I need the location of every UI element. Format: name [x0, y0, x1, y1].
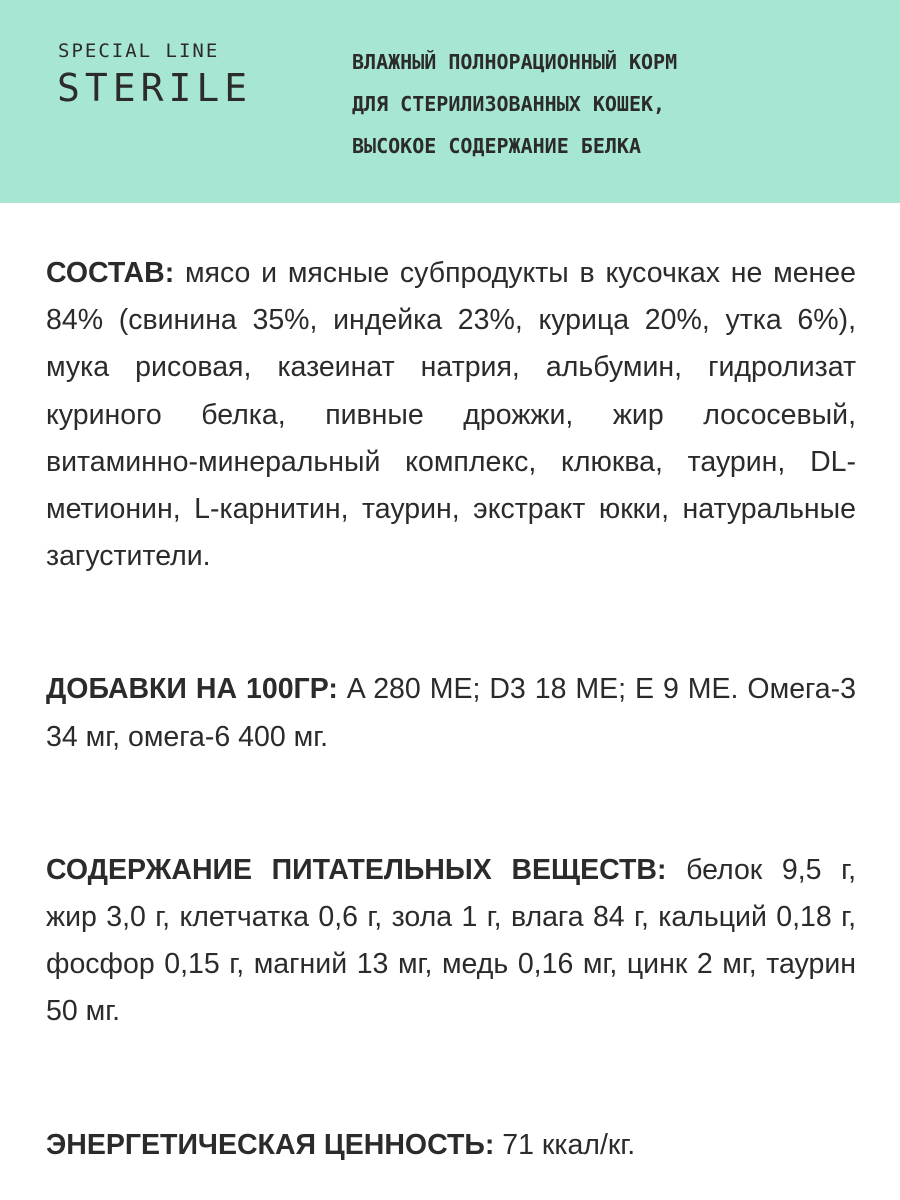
brand-title: STERILE — [57, 66, 253, 110]
composition-text: мясо и мясные субпродукты в кусочках не менее 84% (свинина 35%, индейка 23%, курица 20%, утка 6%), мука рисовая, казеинат натрия, альбумин, гидролизат куриного белка, пивные дрожжи, жир лососевый, витаминно-минеральный комплекс, клюква, таурин, DL-метионин, L-карнитин, таурин, экстракт юкки, натуральные загустители. — [46, 257, 856, 573]
additives-section — [46, 666, 856, 760]
nutrients-label: СОДЕРЖАНИЕ ПИТАТЕЛЬНЫХ ВЕЩЕСТВ: — [46, 853, 667, 886]
tagline-line: ДЛЯ СТЕРИЛИЗОВАННЫХ КОШЕК, — [352, 92, 666, 116]
energy-text: 71 ккал/кг. — [494, 1128, 636, 1161]
additives-text: A 280 МЕ; D3 18 МЕ; E 9 МЕ. Омега-3 34 мг, омега-6 400 мг. — [46, 673, 857, 753]
additives-label: ДОБАВКИ НА 100ГР: — [46, 673, 338, 706]
energy-section — [46, 1122, 856, 1169]
nutrients-section — [46, 847, 856, 1036]
energy-label: ЭНЕРГЕТИЧЕСКАЯ ЦЕННОСТЬ: — [46, 1128, 495, 1161]
tagline-line: ВЛАЖНЫЙ ПОЛНОРАЦИОННЫЙ КОРМ — [352, 50, 678, 74]
product-info — [46, 250, 856, 1169]
product-tagline — [352, 41, 872, 167]
composition-section — [46, 250, 856, 580]
composition-label: СОСТАВ: — [46, 257, 175, 289]
tagline-line: ВЫСОКОЕ СОДЕРЖАНИЕ БЕЛКА — [352, 134, 641, 158]
nutrients-text: белок 9,5 г, жир 3,0 г, клетчатка 0,6 г, зола 1 г, влага 84 г, кальций 0,18 г, фосфор 0,15 г, магний 13 мг, медь 0,16 мг, цинк 2 мг, таурин 50 мг. — [46, 853, 857, 1028]
brand-subtitle: SPECIAL LINE — [58, 40, 220, 62]
header-banner — [0, 0, 900, 203]
